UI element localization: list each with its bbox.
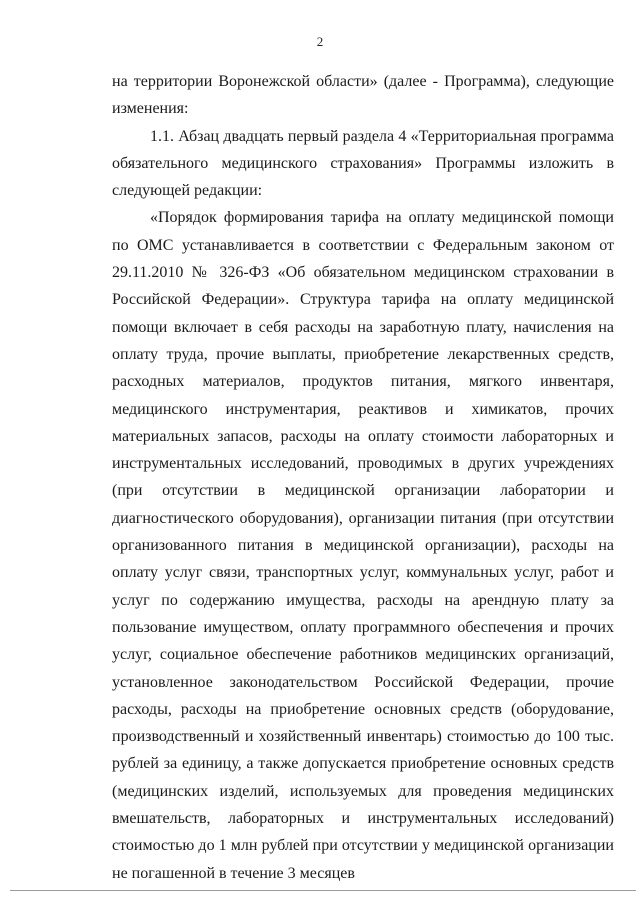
- document-body: [112, 68, 614, 887]
- paragraph-continuation: на территории Воронежской области» (далее - Программа), следующие изменения:: [112, 73, 614, 118]
- page-number: 2: [316, 34, 324, 49]
- bottom-divider: [10, 890, 636, 891]
- paragraph-tariff-order: «Порядок формирования тарифа на оплату медицинской помощи по ОМС устанавливается в соответствии с Федеральным законом от 29.11.2010 № 326-ФЗ «Об обязательном медицинском страховании в Российской Федерации». Структура тарифа на оплату медицинской помощи включает в себя расходы на заработную плату, начисления на оплату труда, прочие выплаты, приобретение лекарственных средств, расходных материалов, продуктов питания, мягкого инвентаря, медицинского инструментария, реактивов и химикатов, прочих материальных запасов, расходы на оплату стоимости лабораторных и инструментальных исследований, проводимых в других учреждениях (при отсутствии в медицинской организации лаборатории и диагностического оборудования), организации питания (при отсутствии организованного питания в медицинской организации), расходы на оплату услуг связи, транспортных услуг, коммунальных услуг, работ и услуг по содержанию имущества, расходы на арендную плату за пользование имуществом, оплату программного обеспечения и прочих услуг, социальное обеспечение работников медицинских организаций, установленное законодательством Российской Федерации, прочие расходы, расходы на приобретение основных средств (оборудование, производственный и хозяйственный инвентарь) стоимостью до 100 тыс. рублей за единицу, а также допускается приобретение основных средств (медицинских изделий, используемых для проведения медицинских вмешательств, лабораторных и инструментальных исследований) стоимостью до 1 млн рублей при отсутствии у медицинской организации не погашенной в течение 3 месяцев: [112, 209, 614, 882]
- paragraph-amendment-1-1: 1.1. Абзац двадцать первый раздела 4 «Территориальная программа обязательного медицинского страхования» Программы изложить в следующей редакции:: [112, 127, 614, 200]
